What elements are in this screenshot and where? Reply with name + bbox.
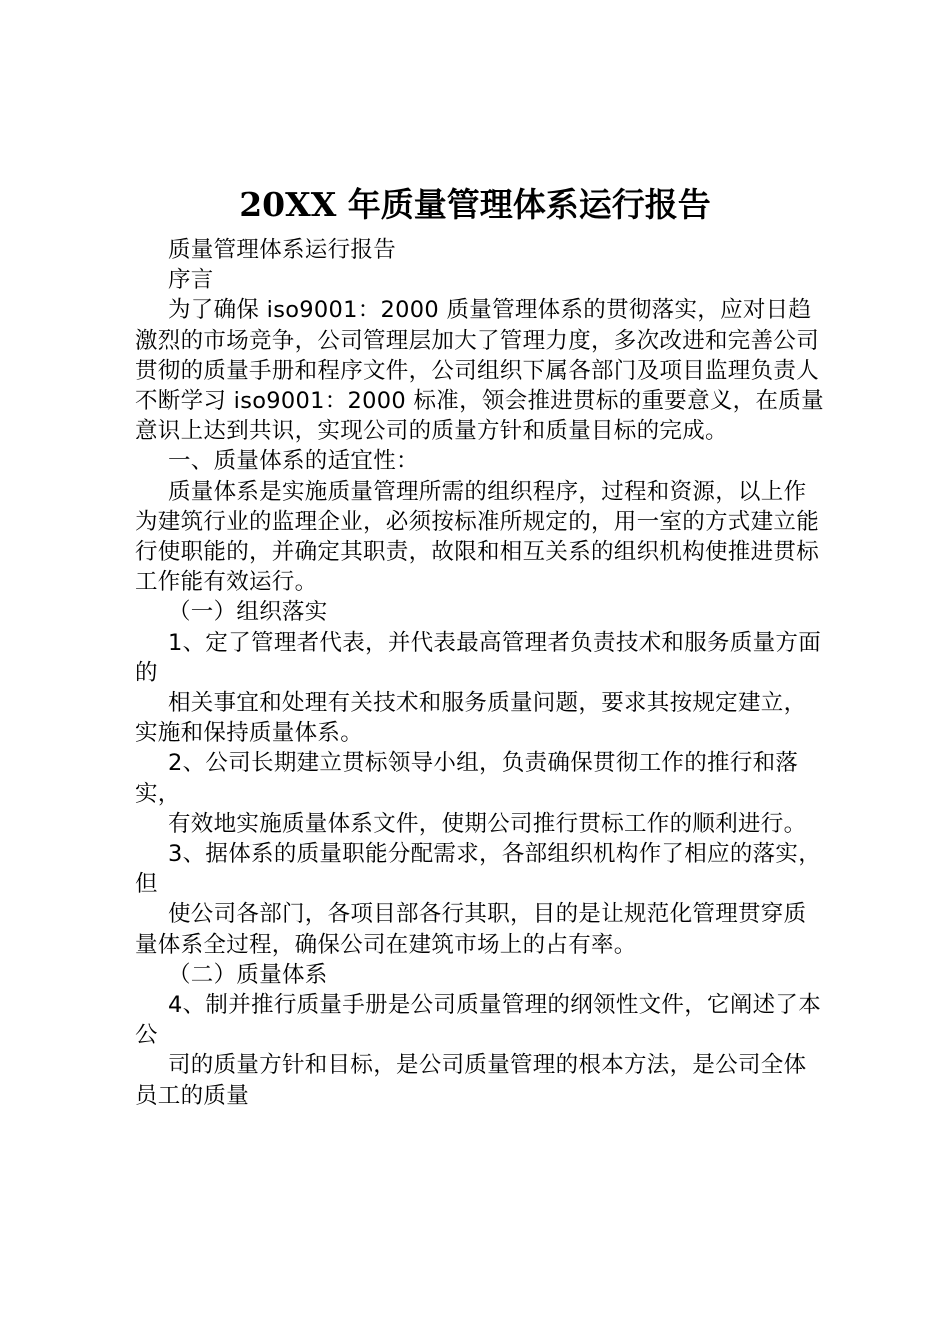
preface-heading: 序言 bbox=[168, 267, 214, 294]
document-title: 20XX 年质量管理体系运行报告 bbox=[239, 185, 711, 224]
section-heading-suitability: 一、质量体系的适宜性： bbox=[168, 448, 419, 475]
item-3-continuation: 使公司各部门，各项目部各行其职，目的是让规范化管理贯穿质量体系全过程，确保公司在建筑市场上的占有率。 bbox=[135, 901, 807, 958]
item-4-continuation: 司的质量方针和目标，是公司质量管理的根本方法，是公司全体员工的质量 bbox=[135, 1052, 807, 1109]
subsection-heading-quality-system: （二）质量体系 bbox=[168, 961, 328, 988]
item-1-continuation: 相关事宜和处理有关技术和服务质量问题，要求其按规定建立，实施和保持质量体系。 bbox=[135, 690, 807, 747]
item-3-paragraph: 3、据体系的质量职能分配需求，各部组织机构作了相应的落实，但 bbox=[135, 841, 822, 898]
preface-paragraph: 为了确保 iso9001：2000 质量管理体系的贯彻落实，应对日趋激烈的市场竞争，公司管理层加大了管理力度，多次改进和完善公司贯彻的质量手册和程序文件，公司组织下属各部门及项目监理负责人不断学习 iso9001：2000 标准，领会推进贯标的重要意义，在质量意识上达到共识，实现公司的质量方针和质量目标的完成。 bbox=[135, 297, 824, 445]
item-2-continuation: 有效地实施质量体系文件，使期公司推行贯标工作的顺利进行。 bbox=[168, 810, 807, 837]
subsection-heading-organization: （一）组织落实 bbox=[168, 599, 328, 626]
item-2-paragraph: 2、公司长期建立贯标领导小组，负责确保贯彻工作的推行和落实， bbox=[135, 750, 799, 807]
item-4-paragraph: 4、制并推行质量手册是公司质量管理的纲领性文件，它阐述了本公 bbox=[135, 992, 822, 1049]
item-1-paragraph: 1、定了管理者代表，并代表最高管理者负责技术和服务质量方面的 bbox=[135, 629, 822, 686]
subtitle-paragraph: 质量管理体系运行报告 bbox=[168, 237, 397, 263]
document-body bbox=[135, 235, 825, 1111]
suitability-paragraph: 质量体系是实施质量管理所需的组织程序，过程和资源，以上作为建筑行业的监理企业，必须按标准所规定的，用一室的方式建立能行使职能的，并确定其职责，故限和相互关系的组织机构使推进贯标工作能有效运行。 bbox=[135, 478, 820, 596]
